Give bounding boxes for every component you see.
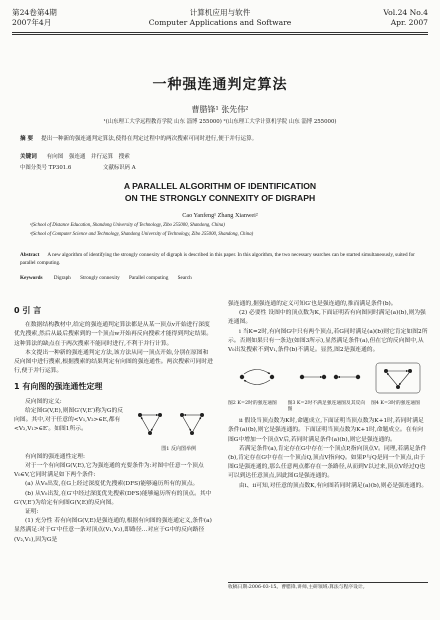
keywords-en-label: Keywords (20, 275, 43, 281)
abstract-en-text: A new algorithm of identifying the strongly connexity of digraph is described in this paper. In this algorithm, the two necessary searches can be started simultaneously, suited for parallel computing. (20, 252, 415, 266)
footnote-received: 收稿日期:2006-03-15。曹腊锋,讲师,主研领域:算法与程序设计。 (228, 585, 368, 590)
theorem-intro: 有向图的强连通性定理: (25, 453, 85, 460)
theorem-text: 对于一个有向图G(V,E),它为强连通的充要条件为:对图中任意一个顶点V₀∈V,它同时满足如下两个条件: (14, 463, 204, 479)
document-code: 文献标识码 A (103, 165, 136, 171)
condition-b: (b) 从V₀出发,在G′中经过深度优先搜索(DFS)能够遍历所有的顶点。其中G′(V,E′)为给定有向图G(V,E)的反向图。 (14, 490, 212, 506)
footnote (228, 582, 428, 592)
figure-2-caption: 图2 K=2时的强连通图 (228, 401, 277, 407)
abstract-cn (20, 135, 420, 143)
abstract-en-label: Abstract (20, 252, 40, 258)
figure-4-caption: 图4 K=3时的强连通图 (371, 401, 420, 407)
authors-en: Cao Yanfeng¹ Zhang Xianwei² (182, 212, 258, 219)
right-paragraph-5: 若满足条件(a),肯定存在G中存在一个顶点P,指向顶点V。同理,若满足条件(b),肯定存在G中存在一个顶点Q,顶点V指向Q。如果P与Q是同一个顶点,由于图G是强连通的,那么任意两点都存在一条路径,从而到V以过来,顶点V经过Q也可以到达任意顶点,因此图G是强连通的。 (228, 445, 427, 480)
definition-intro: 反向图的定义: (25, 398, 62, 405)
header-right (383, 8, 428, 28)
figures-2-4-graph-icon (228, 357, 428, 399)
right-paragraph-6: 由ⅰ、ⅱ可知,对任意的顶点数K,有向图若同时满足(a)(b),则必是强连通的。 (239, 482, 428, 489)
abstract-cn-label: 摘 要 (20, 136, 34, 142)
keyword-cn: 有向图 (46, 154, 64, 160)
abstract-cn-text: 提出一种新的强连通判定算法,使得在判定过程中的两次搜索可同时进行,便于并行运算。 (41, 136, 258, 142)
header-center (12, 8, 428, 28)
figure-3-caption: 图3 K=2时不满足强连通图及其反向图 (287, 401, 366, 413)
title-en-line2: ON THE STRONGLY CONNEXITY OF DIGRAPH (124, 193, 316, 203)
intro-paragraph-2: 本文提出一种新的强连通判定方法,该方法从同一顶点开始,分别在原图和反向图中进行搜索,根据搜索的结果判定有向图的强连通性。两次搜索可同时进行,便于并行运算。 (14, 349, 213, 375)
volume-cn: 第24卷第4期 (12, 8, 57, 17)
header-rule (12, 32, 428, 35)
keywords-en (20, 275, 420, 281)
keyword-cn: 强连通 (68, 154, 86, 160)
date-cn: 2007年4月 (12, 18, 52, 27)
paper-title-cn: 一种强连通判定算法 (152, 77, 288, 93)
section-0-title: 0 引 言 (14, 306, 42, 315)
figures-2-4 (228, 357, 428, 415)
intro-paragraph-1: 在数据结构教材中,给定的强连通判定算法都是从某一顶点v开始进行深度优先搜索,然后从最后搜索到的一个顶点w开始再反向搜索才能得到判定结果。这种算法的缺点在于两次搜索不能同时进行,不利于并行计算。 (14, 322, 213, 347)
definition-text: 给定图G(V,E),则图G′(V,E′)称为G的反向图。其中,对于任意的<V₁,V₂>∈E,都有<V₂,V₁>∈E′。如图1所示。 (14, 407, 124, 433)
figures-captions (228, 401, 428, 413)
affiliation-en-1: ¹(School of Distance Education, Shandong University of Technology, Zibo 255000, Shandong, China) (30, 223, 225, 228)
proof-paragraph-1: (1) 充分性 若有向图G(V,E)是强连通的,根据有向图的强连通定义,条件(a)显然满足:对于G′中任意一条对顶点(V₁,V₂),即路径…对应于G中的反向路径(V₂,V₁),因为G是 (14, 518, 212, 543)
keyword-en: Strongly connexity (80, 275, 120, 281)
affiliation-en-2: ²(School of Computer Science and Technology, Shandong University of Technology, Zibo 255000, Shandong, China) (30, 232, 254, 237)
right-paragraph-3: ⅰ 当K=2时,有向图G中只有两个顶点,若G同时满足(a)(b)则它肯定如图2所示。否则如果只有一条边(如图3所示),显然满足条件(a),但在它的反向图中,从V₀出发搜索不到V₁,条件(b)不满足。显然,图2是强连通的。 (228, 328, 428, 354)
keyword-en: Search (177, 275, 192, 281)
right-paragraph-2: (2) 必要性 设图中的顶点数为K,下面证明若有向图同时满足(a)(b),则为强连通图。 (228, 310, 426, 326)
right-paragraph-4: ⅱ 假设当顶点数为K时,命题成立,下面证明当顶点数为K+1时,若同时满足条件(a)(b),则它是强连通的。下面证明当顶点数为K+1时,命题成立。在有向图G中增加一个顶点V后,若同时满足条件(a)(b),则它是强连通的。 (228, 418, 424, 443)
proof-label: 证明: (25, 509, 39, 516)
right-paragraph-1: 强连通的,据强连通的定义可知G′也是强连通的,推而满足条件(b)。 (228, 301, 397, 307)
date-en: Apr. 2007 (390, 18, 428, 27)
keywords-cn-label: 关键词 (20, 154, 37, 160)
keyword-cn: 并行运算 (90, 154, 114, 160)
body-left-column (14, 300, 214, 545)
condition-a: (a) 从V₀出发,在G上经过深度优先搜索(DFS)能够遍历所有的顶点。 (25, 481, 199, 488)
volume-en: Vol.24 No.4 (383, 8, 428, 17)
keyword-cn: 搜索 (118, 154, 130, 160)
keyword-en: Digraph (53, 275, 71, 281)
classification-codes (20, 163, 420, 171)
paper-title-en (0, 180, 440, 204)
title-en-line1: A PARALLEL ALGORITHM OF IDENTIFICATION (123, 181, 317, 191)
journal-en: Computer Applications and Software (148, 18, 292, 27)
journal-cn: 计算机应用与软件 (189, 8, 251, 17)
figure-1 (14, 407, 214, 453)
figure-1-caption: 图1 反向图举例 (161, 445, 196, 452)
keywords-cn (20, 152, 420, 160)
abstract-en (20, 252, 420, 267)
figure-1-graph-icon (132, 407, 210, 443)
authors-cn: 曹腊锋¹ 张先伟² (191, 105, 249, 114)
section-1-title: 1 有向图的强连通性定理 (14, 382, 103, 392)
affiliations-cn: ¹(山东理工大学远程教育学院 山东 淄博 255000) ²(山东理工大学计算机学院 山东 淄博 255000) (103, 119, 337, 125)
body-right-column (228, 300, 428, 491)
clc-number: 中图分类号 TP301.6 (20, 165, 72, 171)
keyword-en: Parallel computing (129, 275, 169, 281)
